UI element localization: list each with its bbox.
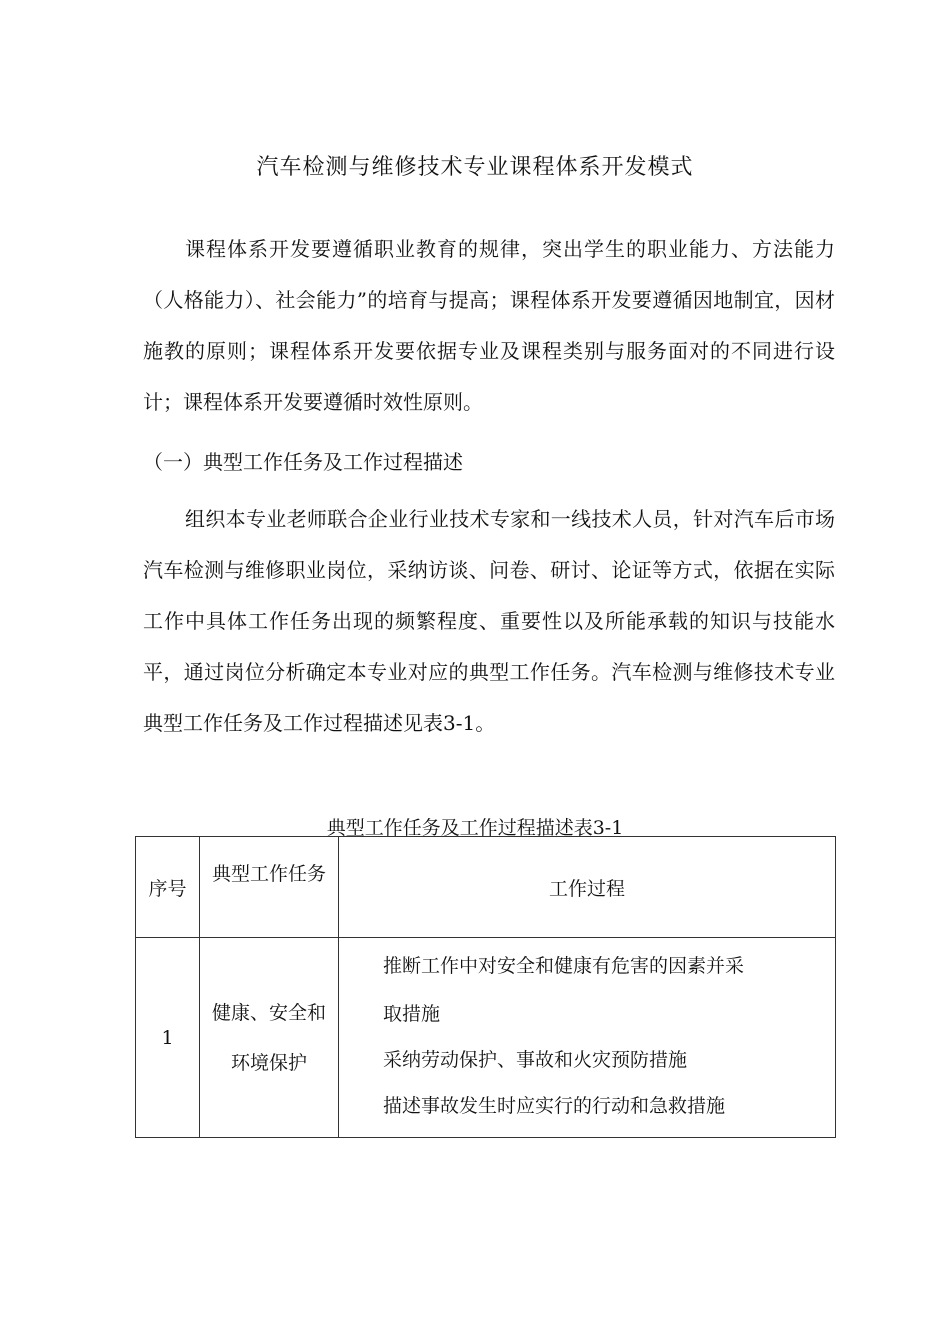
header-work-process: 工作过程: [339, 837, 836, 938]
body-paragraph-task-analysis: 组织本专业老师联合企业行业技术专家和一线技术人员，针对汽车后市场汽车检测与维修职业岗位，采纳访谈、问卷、研讨、论证等方式，依据在实际工作中具体工作任务出现的频繁程度、重要性以及所能承载的知识与技能水平，通过岗位分析确定本专业对应的典型工作任务。汽车检测与维修技术专业典型工作任务及工作过程描述见表3-1。: [143, 507, 835, 735]
row-work-process: [339, 938, 836, 1138]
header-serial-number: 序号: [136, 837, 200, 938]
task-line: 环境保护: [230, 1051, 307, 1074]
row-serial-number: 1: [136, 938, 200, 1138]
process-step: 描述事故发生时应实行的行动和急救措施: [383, 1095, 726, 1117]
process-step: 推断工作中对安全和健康有危害的因素并采: [383, 955, 745, 977]
document-title: 汽车检测与维修技术专业课程体系开发模式: [256, 155, 694, 180]
table-caption: 典型工作任务及工作过程描述表3-1: [326, 817, 624, 839]
header-typical-task: 典型工作任务: [200, 837, 339, 938]
table-row: [136, 938, 836, 1138]
table-header-row: [136, 837, 836, 938]
row-typical-task: [200, 938, 339, 1138]
process-step: 采纳劳动保护、事故和火灾预防措施: [383, 1049, 688, 1071]
task-line: 健康、安全和: [211, 1001, 326, 1024]
process-step: 取措施: [383, 1003, 441, 1025]
section-heading: （一）典型工作任务及工作过程描述: [143, 450, 463, 474]
body-paragraph-principles: 课程体系开发要遵循职业教育的规律，突出学生的职业能力、方法能力（人格能力）、社会能力”的培育与提高；课程体系开发要遵循因地制宜，因材施教的原则；课程体系开发要依据专业及课程类别与服务面对的不同进行设计；课程体系开发要遵循时效性原则。: [143, 237, 835, 414]
work-task-table: [135, 836, 836, 1138]
